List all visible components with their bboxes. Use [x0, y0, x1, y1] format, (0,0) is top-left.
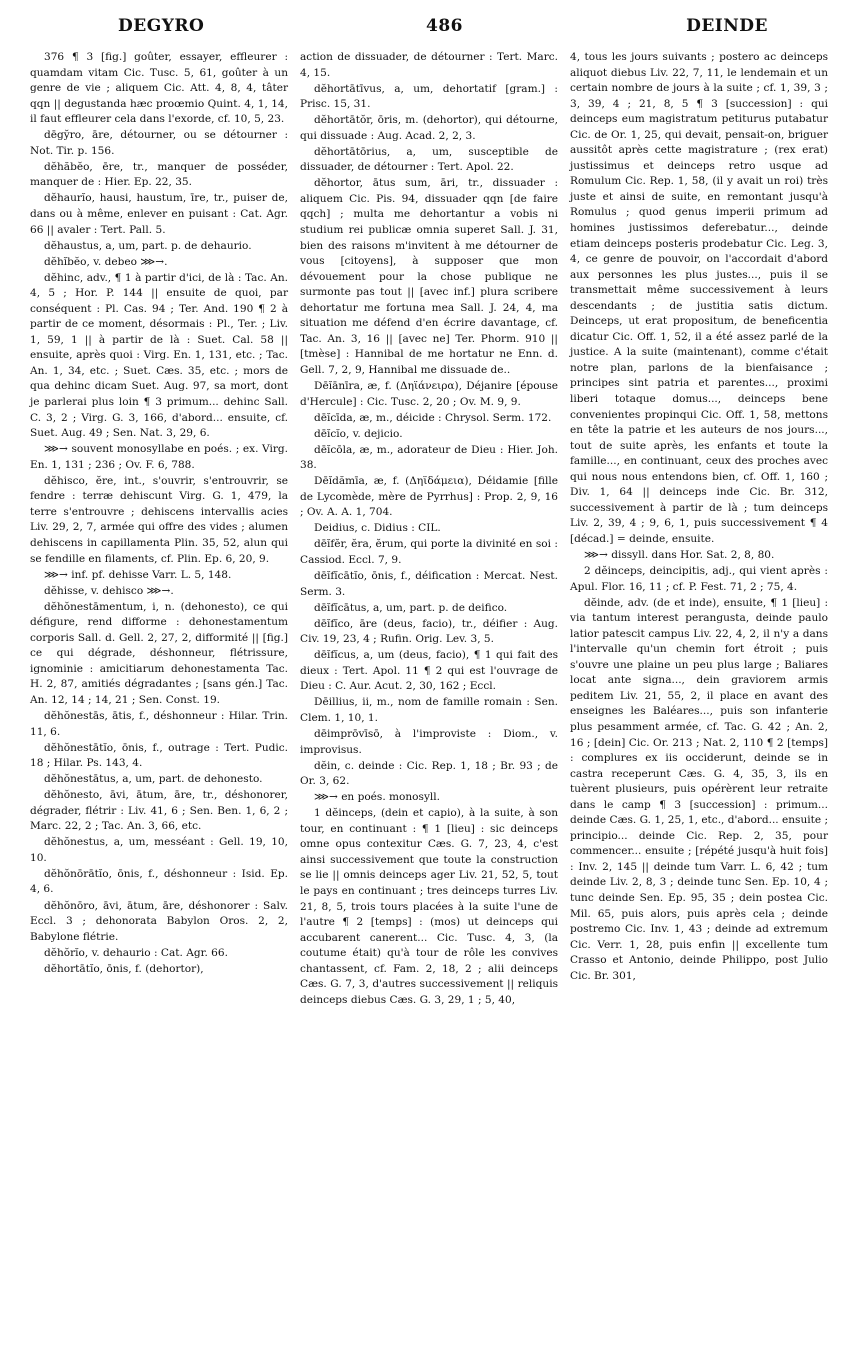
column-2 [300, 50, 558, 1009]
dictionary-entry: dĕhortātŏr, ōris, m. (dehortor), qui détourne, qui dissuade : Aug. Acad. 2, 2, 3. [300, 114, 558, 142]
dictionary-entry: Dēĭānīra, æ, f. (Δηϊάνειρα), Déjanire [épouse d'Hercule] : Cic. Tusc. 2, 20 ; Ov. M. 9, 9. [300, 379, 558, 408]
dictionary-entry: dēĭcĭo, v. dejicio. [314, 427, 403, 440]
dictionary-entry: dĕhŏnōro, āvi, ātum, āre, déshonorer : Salv. Eccl. 3 ; dehonorata Babylon Oros. 2, 2, Babylone flétrie. [30, 899, 288, 943]
dictionary-entry: dēĭcīda, æ, m., déicide : Chrysol. Serm. 172. [314, 411, 552, 424]
dictionary-entry: dĕhŏnestus, a, um, messéant : Gell. 19, 10, 10. [30, 836, 288, 864]
dictionary-entry: 1 dĕinceps, (dein et capio), à la suite, à son tour, en continuant : ¶ 1 [lieu] : sic deinceps omne opus contexitur Cæs. G. 7, 23, 4, c'est ainsi successivement que toute la construction se lie || omnis deinceps ager Liv. 21, 52, 5, tout le pays en continuant ; tres deinceps turres Liv. 21, 8, 5, trois tours placées à la suite l'une de l'autre ¶ 2 [temps] : (mos) ut deinceps qui accubarent canerent... Cic. Tusc. 4, 3, (la coutume était) qu'à tour de rôle les convives chantassent, cf. Fam. 2, 18, 2 ; alii deinceps Cæs. G. 7, 3, d'autres successivement || reliquis deinceps diebus Cæs. G. 3, 29, 1 ; 5, 40, [300, 807, 558, 1006]
dictionary-entry: dĕhaustus, a, um, part. p. de dehaurio. [44, 239, 252, 252]
column-3 [570, 50, 828, 1009]
dictionary-entry: dĕhŏnestātus, a, um, part. de dehonesto. [44, 773, 263, 786]
dictionary-entry: ⋙→ en poés. monosyll. [314, 791, 441, 804]
page-number: 486 [426, 16, 463, 36]
dictionary-entry: dĕhŏnōrātĭo, ōnis, f., déshonneur : Isid. Ep. 4, 6. [30, 867, 288, 896]
dictionary-entry: dēimprōvīsō, à l'improviste : Diom., v. improvisus. [300, 728, 558, 756]
text-columns [30, 50, 828, 1009]
dictionary-entry: dĕhŏrĭo, v. dehaurio : Cat. Agr. 66. [44, 946, 228, 959]
column-1 [30, 50, 288, 1009]
dictionary-entry: 4, tous les jours suivants ; postero ac deinceps aliquot diebus Liv. 22, 7, 11, le lendemain et un certain nombre de jours à la suite ; cf. 1, 39, 3 ; 3, 39, 4 ; 21, 8, 5 ¶ 3 [succession] : qui deinceps eum magistratum petiturus putabatur Cic. de Or. 1, 25, qui devait, pensait-on, briguer aussitôt après cette magistrature ; (rex erat) justissimus et deinceps retro usque ad Romulum Cic. Rep. 1, 58, (il y avait un roi) très juste et ainsi de suite, en remontant jusqu'à Romulus ; quod genus imperii primum ad homines justissimos deferebatur..., deinde etiam deinceps posteris prodebatur Cic. Leg. 3, 4, ce genre de pouvoir, on l'accordait d'abord aux personnes les plus justes..., puis il se transmettait même successivement à leurs descendants ; de justitia satis dictum. Deinceps, ut erat propositum, de beneficentia dicatur Cic. Off. 1, 52, il a été assez parlé de la justice. A la suite (maintenant), comme c'était notre plan, parlons de la bienfaisance ; principes sint patria et parentes..., proximi liberi totaque domus..., deinceps bene convenientes propinqui Cic. Off. 1, 58, mettons en tête la patrie et les auteurs de nos jours..., tout de suite après, les enfants et toute la famille..., en continuant, ceux des proches avec qui nous nous entendons bien, cf. Off. 1, 160 ; Div. 1, 64 || deinceps inde Cic. Br. 312, successivement à partir de là ; tum deinceps Liv. 2, 39, 4 ; 9, 6, 1, puis successivement ¶ 4 [décad.] = deinde, ensuite. [570, 51, 828, 545]
dictionary-entry: dĕhortor, ātus sum, āri, tr., dissuader : aliquem Cic. Pis. 94, dissuader qqn [de faire qqch] ; multa me dehortantur a vobis ni studium rei publicæ omnia superet Sall. J. 31, bien des raisons m'invitent à me détourner de vous [citoyens], à supposer que mon dévouement pour la chose publique ne surmonte pas tout || [avec inf.] plura scribere dehortatur me fortuna mea Sall. J. 24, 4, ma situation me défend d'en écrire davantage, cf. Tac. An. 3, 16 || [avec ne] Ter. Phorm. 910 || [tmèse] : Hannibal de me hortatur ne Enn. d. Gell. 7, 2, 9, Hannibal me dissuade de.. [300, 177, 558, 376]
header-right-guideword: DEINDE [686, 16, 768, 36]
dictionary-entry: dēgy̆ro, āre, détourner, ou se détourner : Not. Tir. p. 156. [30, 129, 288, 157]
dictionary-entry: Deidius, c. Didius : CIL. [314, 522, 441, 535]
dictionary-entry: Dēĭdămīa, æ, f. (Δηϊδάμεια), Déidamie [fille de Lycomède, mère de Pyrrhus] : Prop. 2, 9, 16 ; Ov. A. A. 1, 704. [300, 475, 558, 519]
dictionary-entry: dĕhinc, adv., ¶ 1 à partir d'ici, de là : Tac. An. 4, 5 ; Hor. P. 144 || ensuite de quoi, par conséquent : Pl. Cas. 94 ; Ter. And. 190 ¶ 2 à partir de ce moment, désormais : Pl., Ter. ; Liv. 1, 59, 1 || à partir de là : Suet. Cal. 58 || ensuite, après quoi : Virg. En. 1, 131, etc. ; Tac. An. 1, 34, etc. ; Suet. Cæs. 35, etc. ; mors de qua dehinc dicam Suet. Aug. 97, sa mort, dont je parlerai plus loin ¶ 3 primum... dehinc Sall. C. 3, 2 ; Virg. G. 3, 166, d'abord... ensuite, cf. Suet. Aug. 49 ; Sen. Nat. 3, 29, 6. [30, 271, 288, 440]
dictionary-entry: dēĭfĭcātus, a, um, part. p. de deifico. [314, 601, 508, 614]
dictionary-entry: 2 dĕinceps, deincipitis, adj., qui vient après : Apul. Flor. 16, 11 ; cf. P. Fest. 71, 2 ; 75, 4. [570, 565, 828, 593]
dictionary-entry: dĕhăbĕo, ēre, tr., manquer de posséder, manquer de : Hier. Ep. 22, 35. [30, 160, 288, 189]
dictionary-entry: dĕhortātōrius, a, um, susceptible de dissuader, de détourner : Tert. Apol. 22. [300, 145, 558, 174]
dictionary-entry: dĕhisse, v. dehisco ⋙→. [44, 584, 174, 597]
dictionary-entry: ⋙→ inf. pf. dehisse Varr. L. 5, 148. [44, 568, 232, 581]
dictionary-entry: dēĭfĭcus, a, um (deus, facio), ¶ 1 qui fait des dieux : Tert. Apol. 11 ¶ 2 qui est l'ouvrage de Dieu : C. Aur. Acut. 2, 30, 162 ; Eccl. [300, 649, 558, 693]
dictionary-entry: dēĭfĕr, ĕra, ĕrum, qui porte la divinité en soi : Cassiod. Eccl. 7, 9. [300, 538, 558, 566]
header-left-guideword: DEGYRO [118, 16, 205, 36]
dictionary-entry: dĕhisco, ĕre, int., s'ouvrir, s'entrouvrir, se fendre : terræ dehiscunt Virg. G. 1, 479, la terre s'entrouvre ; dehiscens intervallis acies Liv. 29, 2, 7, armée qui offre des vides ; alumen dehiscens in capillamenta Plin. 35, 52, alun qui se fendille en filaments, cf. Plin. Ep. 6, 20, 9. [30, 474, 288, 565]
dictionary-entry: dĕhŏnestāmentum, i, n. (dehonesto), ce qui défigure, rend difforme : dehonestamentum corporis Sall. d. Gell. 2, 27, 2, difformité || [fig.] ce qui dégrade, déshonneur, flétrissure, ignominie : amicitiarum dehonestamenta Tac. H. 2, 87, amitiés dégradantes ; [sans gén.] Tac. An. 12, 14 ; 14, 21 ; Sen. Const. 19. [30, 600, 288, 706]
dictionary-entry: ⋙→ dissyll. dans Hor. Sat. 2, 8, 80. [584, 549, 775, 561]
dictionary-entry: dĕhŏnestās, ātis, f., déshonneur : Hilar. Trin. 11, 6. [30, 709, 288, 738]
dictionary-entry: dĕhĭbĕo, v. debeo ⋙→. [44, 255, 168, 268]
dictionary-entry: dĕhŏnesto, āvi, ātum, āre, tr., déshonorer, dégrader, flétrir : Liv. 41, 6 ; Sen. Ben. 1, 6, 2 ; Marc. 22, 2 ; Tac. An. 3, 66, etc. [30, 789, 288, 833]
dictionary-entry: dĕinde, adv. (de et inde), ensuite, ¶ 1 [lieu] : via tantum interest perangusta, deinde paulo latior patescit campus Liv. 22, 4, 2, il n'y a dans l'intervalle qu'un chemin fort étroit ; puis s'ouvre une plaine un peu plus large ; Baliares locat ante signa..., dein graviorem armis peditem Liv. 21, 55, 2, il place en avant des enseignes les Baléares..., puis son infanterie plus pesamment armée, cf. Tac. G. 42 ; An. 2, 16 ; [dein] Cic. Or. 213 ; Nat. 2, 110 ¶ 2 [temps] : complures ex iis occiderunt, deinde se in castra receperunt Cæs. G. 4, 35, 3, ils en tuèrent plusieurs, puis opérèrent leur retraite dans le camp ¶ 3 [succession] : primum... deinde Cæs. G. 1, 25, 1, etc., d'abord... ensuite ; principio... deinde Cic. Rep. 2, 35, pour commencer... ensuite ; [répété jusqu'à huit fois] : Inv. 2, 145 || deinde tum Varr. L. 6, 42 ; tum deinde Liv. 2, 8, 3 ; deinde tunc Sen. Ep. 10, 4 ; tunc deinde Sen. Ep. 95, 35 ; dein postea Cic. Mil. 65, puis alors, puis après cela ; deinde postremo Cic. Inv. 1, 43 ; deinde ad extremum Cic. Verr. 1, 28, puis enfin || excellente tum Crasso et Antonio, deinde Philippo, post Julio Cic. Br. 301, [570, 596, 829, 982]
dictionary-entry: dēĭfĭco, āre (deus, facio), tr., déifier : Aug. Civ. 19, 23, 4 ; Rufin. Orig. Lev. 3, 5. [300, 617, 558, 646]
dictionary-entry: Dēillius, ii, m., nom de famille romain : Sen. Clem. 1, 10, 1. [300, 696, 558, 724]
dictionary-entry: ⋙→ souvent monosyllabe en poés. ; ex. Virg. En. 1, 131 ; 236 ; Ov. F. 6, 788. [30, 443, 288, 471]
dictionary-entry: action de dissuader, de détourner : Tert. Marc. 4, 15. [300, 51, 558, 79]
dictionary-entry: dĕin, c. deinde : Cic. Rep. 1, 18 ; Br. 93 ; de Or. 3, 62. [300, 759, 558, 788]
dictionary-entry: dĕhaurĭo, hausi, haustum, īre, tr., puiser de, dans ou à même, enlever en puisant : Cat. Agr. 66 || avaler : Tert. Pall. 5. [30, 192, 288, 236]
dictionary-entry: dēĭcōla, æ, m., adorateur de Dieu : Hier. Joh. 38. [300, 443, 558, 472]
dictionary-entry: 376 ¶ 3 [fig.] goûter, essayer, effleurer : quamdam vitam Cic. Tusc. 5, 61, goûter à un genre de vie ; aliquem Cic. Att. 4, 8, 4, tâter qqn || degustanda hæc proœmio Quint. 4, 1, 14, il faut effleurer cela dans l'exorde, cf. 10, 5, 23. [30, 51, 288, 126]
dictionary-entry: dēĭfĭcātĭo, ōnis, f., déification : Mercat. Nest. Serm. 3. [300, 570, 558, 598]
running-header [30, 12, 828, 44]
dictionary-entry: dĕhortātīvus, a, um, dehortatif [gram.] : Prisc. 15, 31. [300, 82, 558, 111]
dictionary-entry: dĕhortātĭo, ōnis, f. (dehortor), [44, 962, 204, 975]
dictionary-entry: dĕhŏnestātĭo, ōnis, f., outrage : Tert. Pudic. 18 ; Hilar. Ps. 143, 4. [30, 741, 288, 770]
